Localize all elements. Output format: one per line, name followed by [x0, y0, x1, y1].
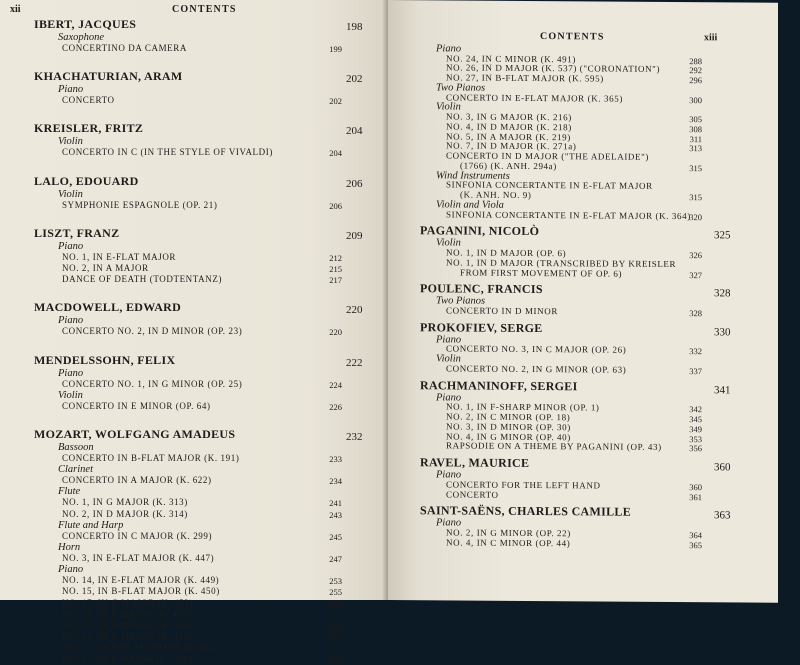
composer-name: IBERT, JACQUES — [34, 17, 137, 31]
work-page-number: 206 — [329, 200, 342, 211]
work-page-number: 276 — [329, 643, 342, 654]
composer-page-number: 204 — [346, 125, 363, 138]
work-page-number: 365 — [689, 539, 702, 550]
composer-name: PROKOFIEV, SERGE — [420, 320, 543, 335]
work-title: FROM FIRST MOVEMENT OF OP. 6) — [460, 267, 623, 279]
work-title: CONCERTINO DA CAMERA — [62, 43, 187, 53]
composer-name: LISZT, FRANZ — [34, 225, 120, 240]
instrument-heading: Piano — [436, 43, 462, 55]
work-page-number: 258 — [329, 598, 342, 609]
work-title: NO. 14, IN E-FLAT MAJOR (K. 449) — [62, 575, 220, 586]
instrument-heading: Bassoon — [58, 442, 94, 453]
work-title: NO. 3, IN E-FLAT MAJOR (K. 447) — [62, 553, 215, 563]
composer-name: MOZART, WOLFGANG AMADEUS — [34, 427, 236, 441]
work-title: CONCERTO IN E-FLAT MAJOR (K. 365) — [446, 91, 623, 104]
page-number: xii — [10, 4, 21, 15]
composer-name: RACHMANINOFF, SERGEI — [420, 377, 578, 393]
work-page-number: 288 — [689, 55, 702, 66]
composer-page-number: 220 — [346, 304, 363, 317]
work-page-number: 313 — [689, 143, 702, 154]
work-title: SYMPHONIE ESPAGNOLE (OP. 21) — [62, 199, 218, 210]
work-page-number: 305 — [689, 114, 702, 125]
instrument-heading: Piano — [436, 334, 462, 346]
instrument-heading: Two Pianos — [436, 82, 486, 94]
work-page-number: 204 — [329, 148, 342, 159]
instrument-heading: Piano — [58, 564, 84, 576]
instrument-heading: Piano — [436, 391, 462, 404]
work-page-number: 360 — [689, 481, 702, 492]
instrument-heading: Piano — [436, 469, 462, 481]
work-page-number: 224 — [329, 379, 342, 390]
instrument-heading: Flute and Harp — [58, 519, 124, 531]
work-title: CONCERTO NO. 1, IN G MINOR (OP. 25) — [62, 378, 243, 389]
work-title: CONCERTO IN D MAJOR ("THE ADELAIDE") — [446, 150, 649, 163]
instrument-heading: Wind Instruments — [436, 170, 510, 182]
composer-page-number: 206 — [346, 177, 363, 190]
work-page-number: 253 — [329, 576, 342, 587]
work-page-number: 342 — [689, 404, 702, 415]
work-page-number: 320 — [689, 211, 702, 222]
work-page-number: 266 — [329, 621, 342, 631]
instrument-heading: Two Pianos — [436, 295, 486, 308]
instrument-heading: Flute — [58, 486, 81, 498]
work-title: NO. 22, IN E-FLAT MAJOR (K. 482) — [62, 642, 220, 653]
work-title: RAPSODIE ON A THEME BY PAGANINI (OP. 43) — [446, 440, 662, 453]
work-page-number: 315 — [689, 192, 702, 203]
composer-name: PAGANINI, NICOLÒ — [420, 223, 540, 239]
work-title: NO. 7, IN D MAJOR (K. 271a) — [446, 140, 577, 152]
instrument-heading: Horn — [58, 542, 81, 553]
composer-page-number: 202 — [346, 73, 363, 86]
work-page-number: 332 — [689, 346, 702, 357]
instrument-heading: Violin and Viola — [436, 199, 504, 211]
instrument-heading: Piano — [436, 517, 462, 529]
work-title: SINFONIA CONCERTANTE IN E-FLAT MAJOR — [446, 179, 653, 192]
composer-name: SAINT-SAËNS, CHARLES CAMILLE — [420, 503, 632, 520]
work-title: NO. 1, IN G MAJOR (K. 313) — [62, 497, 188, 508]
work-page-number: 255 — [329, 587, 342, 598]
work-title: NO. 15, IN B-FLAT MAJOR (K. 450) — [62, 586, 220, 597]
work-page-number: 327 — [689, 269, 702, 280]
instrument-heading: Violin — [436, 237, 461, 249]
work-page-number: 234 — [329, 476, 342, 487]
work-title: NO. 1, IN F-SHARP MINOR (OP. 1) — [446, 401, 600, 413]
work-page-number: 226 — [329, 401, 342, 412]
composer-name: RAVEL, MAURICE — [420, 455, 530, 471]
work-page-number: 233 — [329, 454, 342, 464]
work-page-number: 328 — [689, 308, 702, 319]
composer-name: LALO, EDOUARD — [34, 173, 139, 188]
work-title: NO. 17, IN G MAJOR (K. 453) — [62, 597, 193, 608]
work-title: NO. 23, IN A MAJOR (K. 488) — [62, 653, 192, 664]
composer-name: KREISLER, FRITZ — [34, 121, 144, 136]
work-page-number: 296 — [689, 75, 702, 86]
work-page-number: 243 — [329, 509, 342, 520]
composer-page-number: 328 — [714, 287, 731, 300]
work-page-number: 199 — [329, 44, 342, 54]
instrument-heading: Violin — [436, 353, 461, 365]
instrument-heading: Violin — [58, 136, 83, 148]
instrument-heading: Violin — [58, 188, 83, 200]
work-page-number: 271 — [329, 632, 342, 643]
instrument-heading: Piano — [58, 84, 84, 96]
composer-name: KHACHATURIAN, ARAM — [34, 69, 183, 84]
composer-page-number: 330 — [714, 326, 731, 339]
work-page-number: 345 — [689, 414, 702, 425]
work-title: NO. 21, IN C MAJOR (K. 467) — [62, 631, 193, 642]
work-page-number: 215 — [329, 264, 342, 274]
work-title: CONCERTO IN A MAJOR (K. 622) — [62, 475, 212, 486]
work-title: NO. 2, IN D MAJOR (K. 314) — [62, 508, 188, 519]
instrument-heading: Clarinet — [58, 464, 94, 476]
work-title: CONCERTO NO. 2, IN D MINOR (OP. 23) — [62, 326, 243, 337]
work-title: CONCERTO — [446, 488, 499, 500]
composer-page-number: 341 — [714, 383, 731, 396]
work-title: NO. 19, IN F MAJOR (K. 459) — [62, 608, 192, 619]
work-title: CONCERTO NO. 3, IN C MAJOR (OP. 26) — [446, 343, 627, 356]
work-title: CONCERTO NO. 2, IN G MINOR (OP. 63) — [446, 363, 627, 375]
work-page-number: 217 — [329, 275, 342, 286]
work-page-number: 241 — [329, 498, 342, 509]
work-title: NO. 1, IN D MAJOR (OP. 6) — [446, 247, 567, 259]
instrument-heading: Violin — [436, 101, 461, 113]
instrument-heading: Piano — [58, 367, 84, 379]
composer-name: MENDELSSOHN, FELIX — [34, 352, 176, 367]
work-page-number: 353 — [689, 433, 702, 444]
work-title: NO. 2, IN C MINOR (OP. 18) — [446, 411, 571, 423]
work-title: CONCERTO IN D MINOR — [446, 305, 558, 317]
work-title: NO. 3, IN D MINOR (OP. 30) — [446, 421, 571, 433]
work-page-number: 361 — [689, 491, 702, 502]
work-title: NO. 24, IN C MINOR (K. 491) — [446, 52, 576, 64]
instrument-heading: Piano — [58, 315, 84, 327]
work-page-number: 337 — [689, 365, 702, 376]
work-page-number: 245 — [329, 531, 342, 542]
work-title: NO. 5, IN A MAJOR (K. 219) — [446, 130, 571, 142]
work-page-number: 202 — [329, 96, 342, 107]
page-header: CONTENTS — [172, 4, 237, 15]
right-page — [388, 0, 778, 603]
work-title: SINFONIA CONCERTANTE IN E-FLAT MAJOR (K. 364) — [446, 208, 691, 221]
page-header: CONTENTS — [540, 31, 605, 43]
work-title: CONCERTO FOR THE LEFT HAND — [446, 479, 601, 491]
work-page-number: 292 — [689, 65, 702, 76]
work-title: NO. 26, IN D MAJOR (K. 537) ("CORONATION") — [446, 62, 661, 75]
work-title: (1766) (K. ANH. 294a) — [460, 160, 557, 172]
work-title: NO. 2, IN A MAJOR — [62, 263, 149, 273]
work-title: NO. 4, IN C MINOR (OP. 44) — [446, 537, 571, 549]
composer-name: POULENC, FRANCIS — [420, 281, 543, 297]
work-title: NO. 4, IN D MAJOR (K. 218) — [446, 121, 572, 133]
instrument-heading: Violin — [58, 389, 83, 401]
work-title: NO. 20, IN D MINOR (K. 466) — [62, 620, 193, 630]
work-title: CONCERTO IN B-FLAT MAJOR (K. 191) — [62, 453, 240, 463]
work-page-number: 356 — [689, 443, 702, 454]
composer-page-number: 222 — [346, 356, 363, 369]
work-title: CONCERTO IN C MAJOR (K. 299) — [62, 530, 213, 541]
work-title: NO. 2, IN G MINOR (OP. 22) — [446, 527, 571, 539]
work-title: NO. 27, IN B-FLAT MAJOR (K. 595) — [446, 72, 604, 84]
work-page-number: 349 — [689, 423, 702, 434]
work-page-number: 220 — [329, 327, 342, 338]
left-page — [0, 0, 388, 665]
instrument-heading: Saxophone — [58, 32, 105, 43]
work-page-number: 247 — [329, 554, 342, 564]
work-page-number: 282 — [329, 654, 342, 665]
work-title: NO. 4, IN G MINOR (OP. 40) — [446, 430, 571, 442]
work-page-number: 326 — [689, 250, 702, 261]
work-page-number: 364 — [689, 530, 702, 541]
composer-page-number: 360 — [714, 461, 731, 474]
work-title: NO. 1, IN E-FLAT MAJOR — [62, 251, 177, 262]
work-page-number: 300 — [689, 94, 702, 105]
composer-name: MACDOWELL, EDWARD — [34, 300, 182, 315]
composer-page-number: 198 — [346, 21, 363, 33]
instrument-heading: Piano — [58, 240, 84, 252]
work-page-number: 311 — [689, 133, 702, 144]
work-page-number: 262 — [329, 609, 342, 620]
work-title: CONCERTO IN C (IN THE STYLE OF VIVALDI) — [62, 147, 273, 158]
work-title: NO. 3, IN G MAJOR (K. 216) — [446, 111, 572, 123]
work-title: (K. ANH. NO. 9) — [460, 189, 532, 201]
work-title: NO. 1, IN D MAJOR (TRANSCRIBED BY KREISLER — [446, 257, 677, 269]
work-page-number: 212 — [329, 252, 342, 263]
work-title: CONCERTO — [62, 95, 115, 106]
work-page-number: 308 — [689, 123, 702, 134]
composer-page-number: 325 — [714, 229, 731, 242]
page-number: xiii — [704, 32, 718, 44]
work-title: DANCE OF DEATH (TODTENTANZ) — [62, 274, 223, 285]
composer-page-number: 232 — [346, 431, 363, 443]
composer-page-number: 363 — [714, 509, 731, 522]
work-title: CONCERTO IN E MINOR (OP. 64) — [62, 400, 211, 411]
work-page-number: 315 — [689, 163, 702, 174]
composer-page-number: 209 — [346, 229, 363, 242]
